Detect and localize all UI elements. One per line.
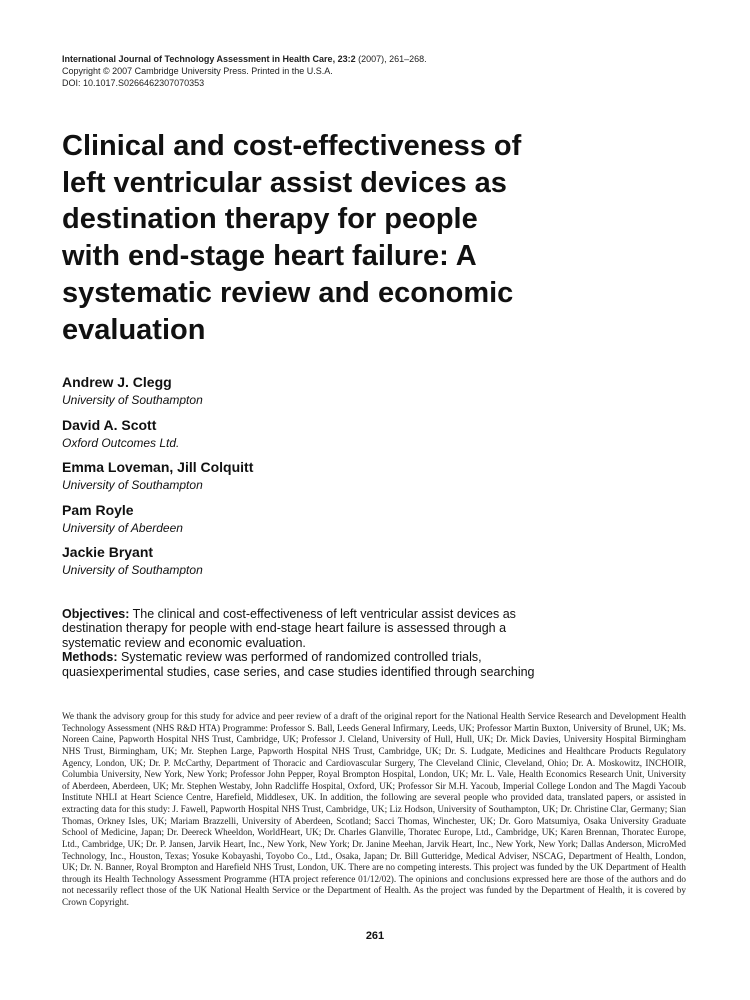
article-title — [62, 128, 562, 348]
volume-issue: , 23:2 — [332, 54, 356, 64]
methods-text: Systematic review was performed of randomized controlled trials, quasiexperimental studies, case series, and case studies identified through searching — [62, 650, 535, 679]
journal-header — [62, 53, 582, 89]
journal-name: International Journal of Technology Assessment in Health Care — [62, 54, 333, 64]
author-affiliation: University of Southampton — [62, 393, 203, 407]
citation-line — [62, 53, 582, 65]
title-line: Clinical and cost-effectiveness of — [62, 130, 522, 162]
author-name: Pam Royle — [62, 501, 134, 518]
abstract-objectives — [62, 607, 542, 650]
author-affiliation: Oxford Outcomes Ltd. — [62, 435, 180, 450]
author-affiliation: University of Southampton — [62, 478, 203, 492]
author-name: Andrew J. Clegg — [62, 374, 172, 390]
author-name: Jackie Bryant — [62, 544, 154, 560]
author-name: David A. Scott — [62, 416, 157, 433]
doi-line: DOI: 10.1017.S0266462307070353 — [62, 78, 205, 88]
abstract — [62, 607, 542, 679]
author-name: Emma Loveman, Jill Colquitt — [62, 459, 254, 475]
title-line: evaluation — [62, 313, 206, 346]
year-pages: (2007), 261–268. — [355, 54, 427, 64]
title-line: with end-stage heart failure: A — [62, 240, 477, 273]
methods-label: Methods: — [62, 650, 118, 665]
author-block — [62, 373, 582, 416]
copyright-line: Copyright © 2007 Cambridge University Press. Printed in the U.S.A. — [62, 66, 333, 76]
author-block — [62, 416, 582, 459]
author-block — [62, 543, 582, 586]
objectives-text: The clinical and cost-effectiveness of left ventricular assist devices as destination therapy for people with end-stage heart failure is assessed through a systematic review and economic evaluation. — [62, 607, 516, 650]
author-block — [62, 458, 582, 501]
title-line: left ventricular assist devices as — [62, 166, 507, 199]
title-line: destination therapy for people — [62, 203, 478, 236]
author-list — [62, 373, 582, 586]
author-affiliation: University of Aberdeen — [62, 520, 183, 535]
author-block — [62, 501, 582, 544]
acknowledgements-footnote: We thank the advisory group for this study for advice and peer review of a draft of the original report for the National Health Service Research and Development Health Technology Assessment (NHS R&D HTA) Programme: Professor S. Ball, Leeds General Infirmary, Leeds, UK; Professor Martin Buxton, University of Brunel, UK; Ms. Noreen Caine, Papworth Hospital NHS Trust, Cambridge, UK; Professor J. Cleland, University of Hull, Hull, UK; Dr. Mick Davies, University Hospital Birmingham NHS Trust, Birmingham, UK; Mr. Stephen Large, Papworth Hospital NHS Trust, Cambridge, UK; Dr. S. Ludgate, Medicines and Healthcare Products Regulatory Agency, London, UK; Dr. P. McCarthy, Department of Thoracic and Cardiovascular Surgery, The Cleveland Clinic, Cleveland, Ohio; Dr. A. Moskowitz, INCHOIR, Columbia University, New York, New York; Professor John Pepper, Royal Brompton Hospital, London, UK; Mr. L. Vale, Health Economics Research Unit, University of Aberdeen, Aberdeen, UK; Mr. Stephen Westaby, John Radcliffe Hospital, Oxford, UK; Professor Sir M.H. Yacoub, Imperial College London and The Magdi Yacoub Institute NHLI at Heart Science Centre, Harefield, Middlesex, UK. In addition, the following are several people who provided data, translated papers, or assisted in extracting data for this study: J. Fawell, Papworth Hospital NHS Trust, Cambridge, UK; Liz Hodson, University of Southampton, UK; Dr. Christine Clar, Germany; Sian Thomas, Orkney Isles, UK; Mariam Brazzelli, University of Aberdeen, Scotland; Sacci Thomas, Winchester, UK; Dr. Goro Matsumiya, Osaka University Graduate School of Medicine, Japan; Dr. Deereck Wheeldon, WorldHeart, UK; Dr. Charles Glanville, Thoratec Europe, Ltd., Cambridge, UK; Karen Brennan, Thoratec Europe, Ltd., Cambridge, UK; Dr. P. Jansen, Jarvik Heart, Inc., New York, New York; Dr. Janine Meehan, Jarvik Heart, Inc., New York, New York; Dallas Anderson, MicroMed Technology, Inc., Houston, Texas; Yosuke Kobayashi, Toyobo Co., Ltd., Osaka, Japan; Dr. Bill Gutteridge, Medical Adviser, NSCAG, Department of Health, London, UK; Dr. N. Banner, Royal Brompton and Harefield NHS Trust, London, UK. There are no competing interests. This project was funded by the UK Department of Health through its Health Technology Assessment Programme (HTA project reference 01/12/02). The opinions and conclusions expressed here are those of the authors and do not necessarily reflect those of the UK National Health Service or the Department of Health. As the project was funded by the Department of Health, it is covered by Crown Copyright. — [62, 711, 686, 907]
title-line: systematic review and economic — [62, 276, 514, 309]
page-number: 261 — [365, 930, 385, 942]
objectives-label: Objectives: — [62, 607, 130, 621]
author-affiliation: University of Southampton — [62, 563, 203, 577]
abstract-methods — [62, 650, 542, 679]
